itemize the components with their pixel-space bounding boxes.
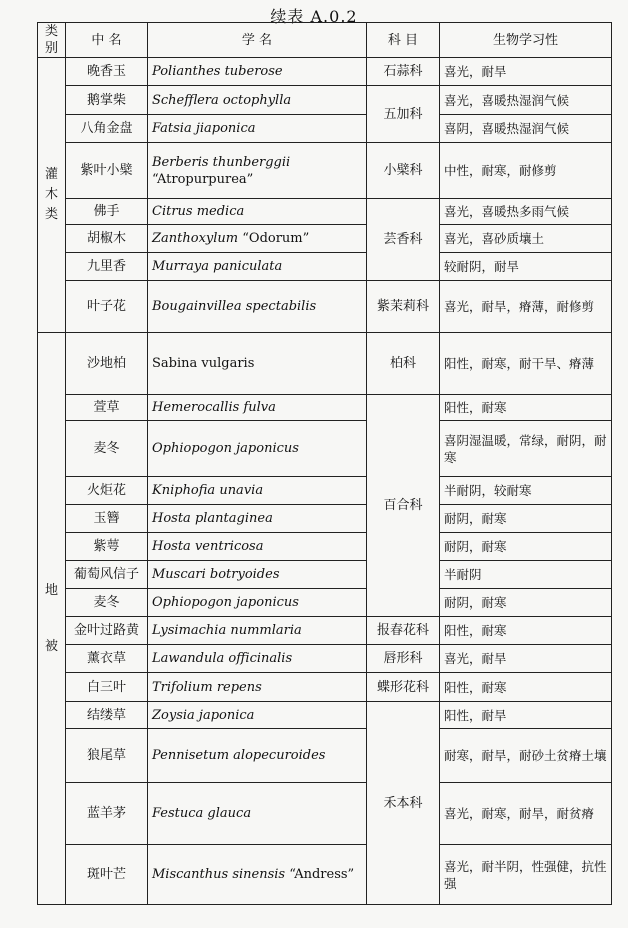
cn-name: 九里香 [66,253,148,281]
habit: 耐阴，耐寒 [440,533,612,561]
table-row [38,253,612,281]
cn-name: 金叶过路黄 [66,617,148,645]
table-row [38,561,612,589]
category-groundcover: 地 被 [38,333,66,905]
habit: 阳性，耐寒 [440,395,612,421]
category-shrub: 灌 木 类 [38,58,66,333]
sci-name: Lysimachia nummlaria [148,617,367,645]
cn-name: 斑叶芒 [66,845,148,905]
header-habit: 生物学习性 [440,23,612,58]
habit: 阳性，耐寒，耐干旱、瘠薄 [440,333,612,395]
family: 小檗科 [367,143,440,199]
cn-name: 葡萄风信子 [66,561,148,589]
family: 百合科 [367,395,440,617]
sci-name: Zoysia japonica [148,702,367,729]
table-row [38,199,612,225]
sci-name: Polianthes tuberose [148,58,367,86]
sci-name: Festuca glauca [148,783,367,845]
family: 禾本科 [367,702,440,905]
habit: 喜光，耐旱，瘠薄，耐修剪 [440,281,612,333]
habit: 阳性，耐寒 [440,673,612,702]
habit: 半耐阴 [440,561,612,589]
header-row [38,23,612,58]
header-cn-name: 中 名 [66,23,148,58]
family: 五加科 [367,86,440,143]
cn-name: 麦冬 [66,589,148,617]
sci-name: Murraya paniculata [148,253,367,281]
habit: 喜阴湿温暖，常绿，耐阴，耐寒 [440,421,612,477]
sci-name: Citrus medica [148,199,367,225]
cn-name: 佛手 [66,199,148,225]
table-row [38,702,612,729]
family: 报春花科 [367,617,440,645]
family: 石蒜科 [367,58,440,86]
family: 唇形科 [367,645,440,673]
cn-name: 结缕草 [66,702,148,729]
sci-name: Fatsia jiaponica [148,115,367,143]
sci-name: Miscanthus sinensis “Andress” [148,845,367,905]
cn-name: 玉簪 [66,505,148,533]
table-row [38,589,612,617]
family: 芸香科 [367,199,440,281]
table-row [38,533,612,561]
cn-name: 沙地柏 [66,333,148,395]
family: 柏科 [367,333,440,395]
cn-name: 火炬花 [66,477,148,505]
sci-name: Bougainvillea spectabilis [148,281,367,333]
sci-name: Berberis thunberggii “Atropurpurea” [148,143,367,199]
sci-name: Kniphofia unavia [148,477,367,505]
cn-name: 紫叶小檗 [66,143,148,199]
cn-name: 麦冬 [66,421,148,477]
cn-name: 八角金盘 [66,115,148,143]
cn-name: 紫萼 [66,533,148,561]
table-row [38,645,612,673]
cn-name: 萱草 [66,395,148,421]
sci-name: Muscari botryoides [148,561,367,589]
habit: 阳性，耐旱 [440,702,612,729]
table-row [38,395,612,421]
plant-table [37,22,612,905]
habit: 半耐阴，较耐寒 [440,477,612,505]
table-row [38,673,612,702]
family: 蝶形花科 [367,673,440,702]
habit: 喜光，喜砂质壤土 [440,225,612,253]
sci-name: Hosta ventricosa [148,533,367,561]
table-row [38,86,612,115]
habit: 喜光，耐旱 [440,58,612,86]
habit: 喜光，耐旱 [440,645,612,673]
habit: 喜光，喜暖热多雨气候 [440,199,612,225]
header-family: 科 目 [367,23,440,58]
habit: 喜光，耐半阴，性强健，抗性强 [440,845,612,905]
sci-name: Sabina vulgaris [148,333,367,395]
sci-name: Trifolium repens [148,673,367,702]
habit: 耐阴，耐寒 [440,505,612,533]
header-category: 类别 [38,23,66,58]
table-row [38,617,612,645]
table-row [38,58,612,86]
cn-name: 白三叶 [66,673,148,702]
table-row [38,333,612,395]
family: 紫茉莉科 [367,281,440,333]
table-row [38,225,612,253]
table-row [38,143,612,199]
habit: 阳性，耐寒 [440,617,612,645]
sci-name: Zanthoxylum “Odorum” [148,225,367,253]
sci-name: Ophiopogon japonicus [148,421,367,477]
sci-name: Ophiopogon japonicus [148,589,367,617]
table-row [38,115,612,143]
sci-name: Hosta plantaginea [148,505,367,533]
table-row [38,281,612,333]
table-row [38,729,612,783]
cn-name: 狼尾草 [66,729,148,783]
habit: 喜阴，喜暖热湿润气候 [440,115,612,143]
header-sci-name: 学 名 [148,23,367,58]
cn-name: 胡椒木 [66,225,148,253]
habit: 较耐阴，耐旱 [440,253,612,281]
habit: 中性，耐寒，耐修剪 [440,143,612,199]
table-row [38,421,612,477]
habit: 耐阴，耐寒 [440,589,612,617]
habit: 耐寒，耐旱，耐砂土贫瘠土壤 [440,729,612,783]
table-row [38,845,612,905]
habit: 喜光，喜暖热湿润气候 [440,86,612,115]
cn-name: 鹅掌柴 [66,86,148,115]
sci-name: Pennisetum alopecuroides [148,729,367,783]
sci-name: Schefflera octophylla [148,86,367,115]
habit: 喜光，耐寒，耐旱，耐贫瘠 [440,783,612,845]
table-row [38,783,612,845]
cn-name: 薰衣草 [66,645,148,673]
table-row [38,477,612,505]
table-title: 续表 A.0.2 [270,7,358,26]
cn-name: 叶子花 [66,281,148,333]
cn-name: 蓝羊茅 [66,783,148,845]
table-row [38,505,612,533]
sci-name: Hemerocallis fulva [148,395,367,421]
cn-name: 晚香玉 [66,58,148,86]
sci-name: Lawandula officinalis [148,645,367,673]
